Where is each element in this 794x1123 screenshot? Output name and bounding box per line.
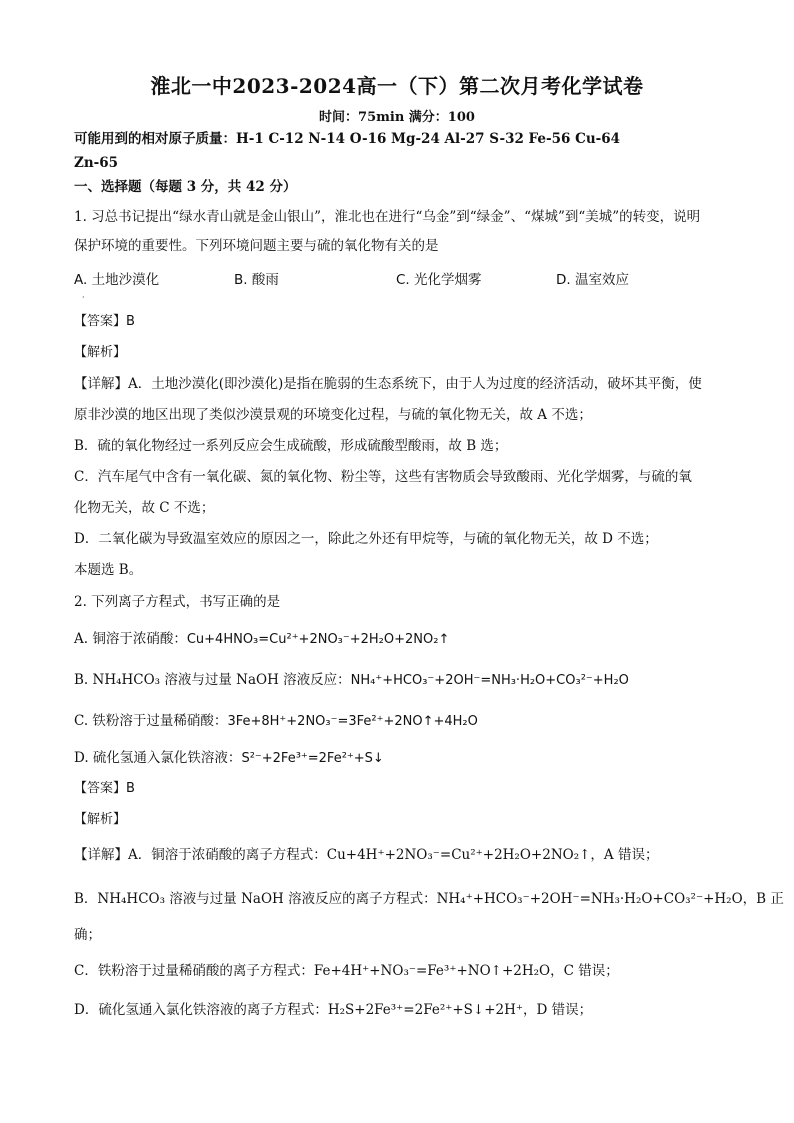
q2-option-c-label: C. 铁粉溶于过量稀硝酸： (74, 713, 228, 729)
q2-detail-d: D．硫化氢通入氯化铁溶液的离子方程式：H₂S+2Fe³⁺=2Fe²⁺+S↓+2H⁺，D 错误； (74, 1002, 593, 1018)
q1-option-c: C. 光化学烟雾 (396, 272, 482, 288)
q1-stem-line: 1. 习总书记提出“绿水青山就是金山银山”，淮北也在进行“乌金”到“绿金”、“煤城”到“美城”的转变，说明 (74, 209, 701, 225)
stray-dot: · (82, 293, 85, 302)
atomic-mass-line: 可能用到的相对原子质量：H-1 C-12 N-14 O-16 Mg-24 Al-27 S-32 Fe-56 Cu-64 (74, 131, 621, 147)
q2-option-a-label: A. 铜溶于浓硝酸： (74, 631, 187, 647)
q2-detail-b: B．NH₄HCO₃ 溶液与过量 NaOH 溶液反应的离子方程式：NH₄⁺+HCO₃⁻+2OH⁻=NH₃·H₂O+CO₃²⁻+H₂O，B 正 (74, 891, 784, 907)
q1-detail-line: B．硫的氧化物经过一系列反应会生成硫酸，形成硫酸型酸雨，故 B 选； (74, 438, 508, 454)
q1-detail-line: 【详解】A．土地沙漠化(即沙漠化)是指在脆弱的生态系统下，由于人为过度的经济活动，破坏其平衡，使 (74, 376, 702, 392)
q1-stem-line: 保护环境的重要性。下列环境问题主要与硫的氧化物有关的是 (74, 238, 439, 254)
q1-analysis-label: 【解析】 (74, 345, 127, 360)
q1-option-b: B. 酸雨 (234, 272, 279, 288)
q2-stem: 2. 下列离子方程式，书写正确的是 (74, 594, 281, 610)
q2-option-d-equation: S²⁻+2Fe³⁺=2Fe²⁺+S↓ (241, 751, 384, 766)
q2-detail-a: 【详解】A．铜溶于浓硝酸的离子方程式：Cu+4H⁺+2NO₃⁻=Cu²⁺+2H₂O+2NO₂↑，A 错误； (74, 847, 659, 863)
q2-option-b (74, 670, 720, 691)
q2-option-a-equation: Cu+4HNO₃=Cu²⁺+2NO₃⁻+2H₂O+2NO₂↑ (186, 632, 450, 647)
q1-option-a: A. 土地沙漠化 (74, 272, 160, 288)
q1-detail-line: D．二氧化碳为导致温室效应的原因之一，除此之外还有甲烷等，与硫的氧化物无关，故 D 不选； (74, 531, 658, 547)
q1-detail-line: 化物无关，故 C 不选； (74, 500, 215, 516)
q1-option-d: D. 温室效应 (556, 272, 629, 288)
q2-detail-b-cont: 确； (74, 927, 101, 943)
q2-option-a (74, 629, 720, 650)
q2-option-b-equation: NH₄⁺+HCO₃⁻+2OH⁻=NH₃·H₂O+CO₃²⁻+H₂O (350, 673, 629, 688)
time-score-line: 时间：75min 满分：100 (319, 110, 475, 125)
section-heading: 一、选择题（每题 3 分，共 42 分） (74, 179, 297, 195)
q2-option-d (74, 748, 720, 769)
q2-answer: 【答案】B (74, 781, 135, 796)
q2-detail-c: C．铁粉溶于过量稀硝酸的离子方程式：Fe+4H⁺+NO₃⁻=Fe³⁺+NO↑+2H₂O，C 错误； (74, 963, 619, 979)
q1-conclusion: 本题选 B。 (74, 562, 143, 578)
q2-option-d-label: D. 硫化氢通入氯化铁溶液： (74, 750, 242, 766)
q2-analysis-label: 【解析】 (74, 812, 127, 827)
q2-option-b-label: B. NH₄HCO₃ 溶液与过量 NaOH 溶液反应： (74, 672, 351, 688)
q2-option-c-equation: 3Fe+8H⁺+2NO₃⁻=3Fe²⁺+2NO↑+4H₂O (227, 714, 478, 729)
q1-detail-line: 原非沙漠的地区出现了类似沙漠景观的环境变化过程，与硫的氧化物无关，故 A 不选； (74, 407, 592, 423)
q1-detail-line: C．汽车尾气中含有一氧化碳、氮的氧化物、粉尘等，这些有害物质会导致酸雨、光化学烟雾，与硫的氧 (74, 469, 692, 485)
q2-option-c (74, 711, 720, 732)
q1-answer: 【答案】B (74, 314, 135, 329)
page-title: 淮北一中2023-2024高一（下）第二次月考化学试卷 (150, 74, 644, 98)
atomic-mass-line-cont: Zn-65 (74, 155, 119, 171)
